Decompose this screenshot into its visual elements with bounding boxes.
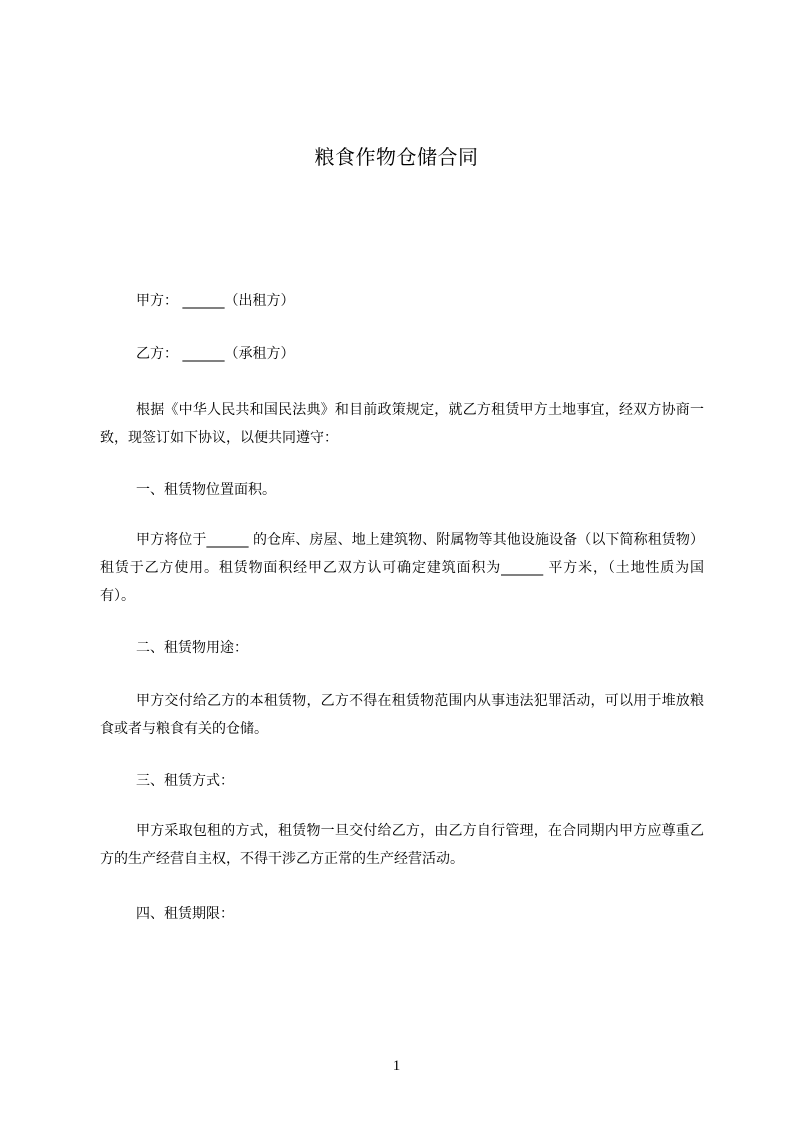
section-3-heading: 三、租赁方式： [136,773,234,789]
section-2-paragraph: 甲方交付给乙方的本租赁物，乙方不得在租赁物范围内从事违法犯罪活动，可以用于堆放粮食或者与粮食有关的仓储。 [100,693,704,737]
section-2-heading: 二、租赁物用途： [136,640,248,656]
section-1-paragraph: 甲方将位于______ 的仓库、房屋、地上建筑物、附属物等其他设施设备（以下简称租赁物）租赁于乙方使用。租赁物面积经甲乙双方认可确定建筑面积为______ 平方米，（土地性质为国有）。 [100,532,704,604]
party-b-line: 乙方： ______（承租方） [136,346,295,362]
section-1-heading: 一、租赁物位置面积。 [136,482,276,498]
section-4-heading: 四、租赁期限： [136,906,234,922]
intro-paragraph: 根据《中华人民共和国民法典》和目前政策规定，就乙方租赁甲方土地事宜，经双方协商一致，现签订如下协议，以便共同遵守： [100,402,704,446]
document-title: 粮食作物仓储合同 [314,145,479,169]
page-number: 1 [392,1058,401,1074]
party-a-line: 甲方： ______（出租方） [136,293,295,309]
section-3-paragraph: 甲方采取包租的方式，租赁物一旦交付给乙方，由乙方自行管理，在合同期内甲方应尊重乙方的生产经营自主权，不得干涉乙方正常的生产经营活动。 [100,823,704,867]
